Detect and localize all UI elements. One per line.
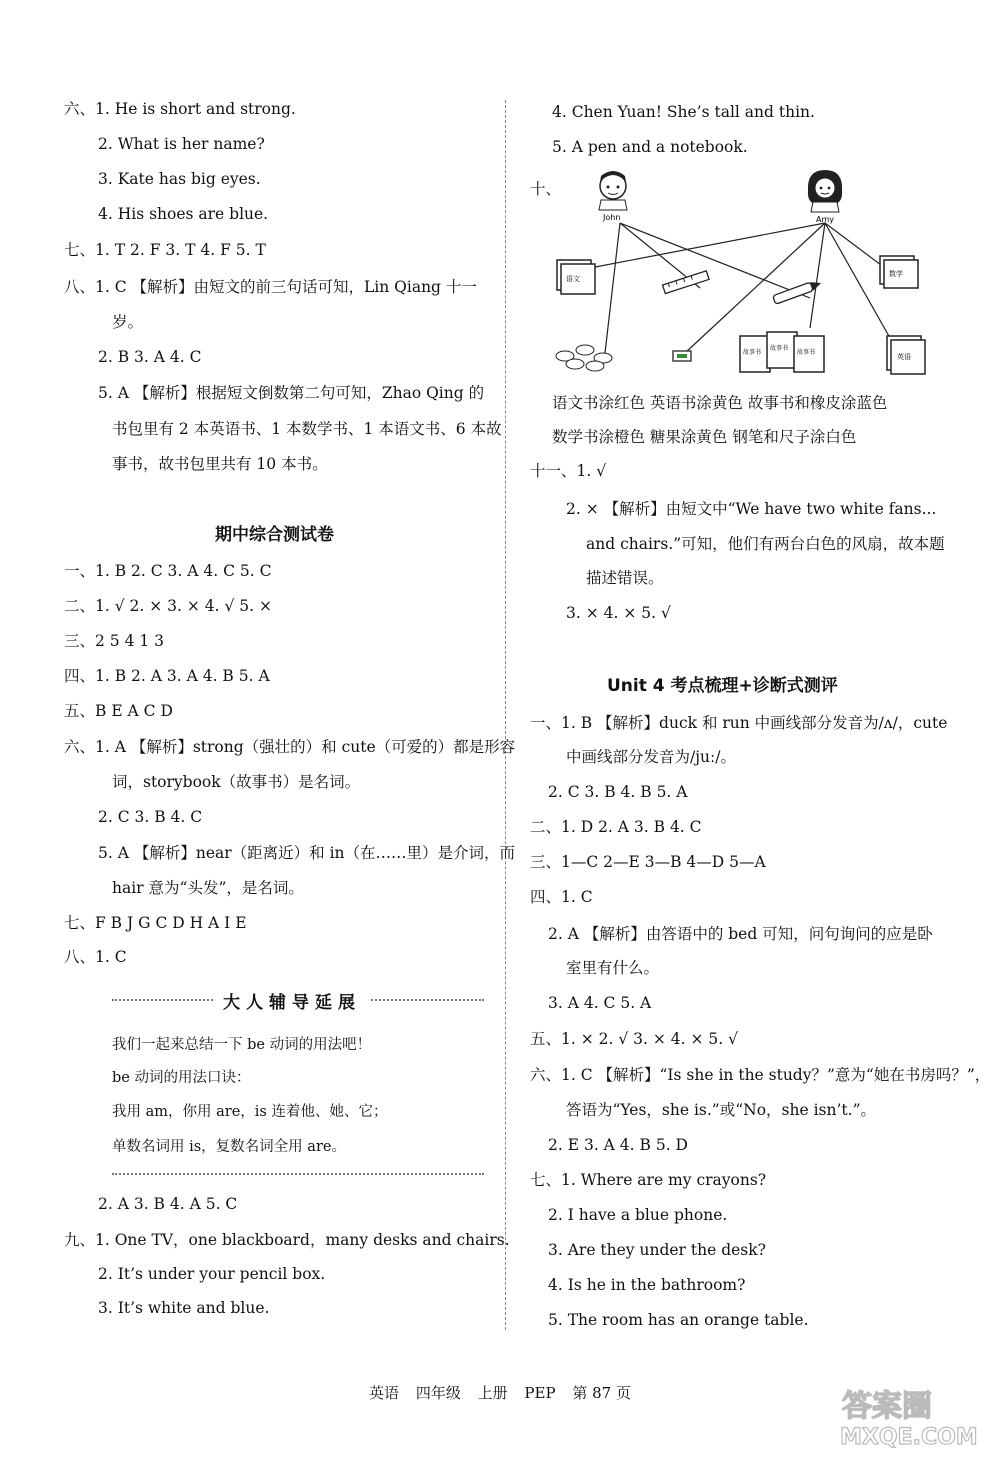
answer-line: 5. A 【解析】near（距离近）和 in（在……里）是介词，而 [98, 844, 516, 862]
answer-line: 2. B 3. A 4. C [98, 348, 202, 366]
matching-figure [545, 168, 945, 383]
footer-page-number: 第 87 页 [572, 1384, 631, 1402]
answer-line: 七、1. T 2. F 3. T 4. F 5. T [64, 241, 266, 259]
answer-line: 八、1. C [64, 948, 127, 966]
answer-line: hair 意为“头发”，是名词。 [112, 879, 304, 897]
color-instruction: 语文书涂红色 英语书涂黄色 故事书和橡皮涂蓝色 [552, 394, 888, 412]
john-label: John [603, 213, 621, 222]
answer-line: 3. Kate has big eyes. [98, 170, 261, 188]
answer-line: 二、1. √ 2. × 3. × 4. √ 5. × [64, 597, 273, 615]
box-title: 大人辅导延展 [215, 988, 369, 1013]
book-label: 英语 [897, 353, 911, 361]
answer-line: 3. × 4. × 5. √ [566, 604, 671, 622]
answer-line: 3. It’s white and blue. [98, 1299, 270, 1317]
answer-line: 六、1. C 【解析】“Is she in the study？”意为“她在书房吗？”， [530, 1066, 991, 1084]
answer-line: 四、1. B 2. A 3. A 4. B 5. A [64, 667, 270, 685]
answer-line: 中画线部分发音为/juː/。 [566, 748, 736, 766]
answer-line: 室里有什么。 [566, 959, 660, 977]
amy-label: Amy [816, 215, 834, 224]
tip-line: 我们一起来总结一下 be 动词的用法吧！ [112, 1037, 372, 1053]
answer-line: 三、1—C 2—E 3—B 4—D 5—A [530, 853, 766, 871]
candy-icon [556, 345, 612, 371]
answer-line: 5. The room has an orange table. [548, 1311, 809, 1329]
story-books-icon [740, 332, 824, 372]
ruler-icon [663, 271, 710, 294]
answer-line: 事书，故书包里共有 10 本书。 [112, 455, 328, 473]
box-bottom-rule [112, 1173, 484, 1175]
chinese-book-icon [557, 260, 595, 294]
book-label: 数学 [889, 270, 903, 278]
answer-line: 2. C 3. B 4. C [98, 808, 203, 826]
footer-grade: 四年级 [415, 1384, 461, 1402]
amy-avatar [808, 170, 842, 224]
answer-line: 3. Are they under the desk? [548, 1241, 766, 1259]
answer-line: 岁。 [112, 313, 144, 331]
answer-line: 二、1. D 2. A 3. B 4. C [530, 818, 702, 836]
column-divider [505, 100, 506, 1330]
answer-line: 一、1. B 【解析】duck 和 run 中画线部分发音为/ʌ/，cute [530, 714, 948, 732]
answer-line: 4. Chen Yuan! She’s tall and thin. [552, 103, 815, 121]
book-label: 语文 [566, 275, 580, 283]
answer-line: 2. I have a blue phone. [548, 1206, 728, 1224]
tip-line: be 动词的用法口诀： [112, 1070, 251, 1086]
answer-line: 八、1. C 【解析】由短文的前三句话可知，Lin Qiang 十一 [64, 278, 477, 296]
eraser-icon [673, 351, 691, 361]
answer-line: 5. A 【解析】根据短文倒数第二句可知，Zhao Qing 的 [98, 384, 485, 402]
answer-line: 2. A 【解析】由答语中的 bed 可知，问句询问的应是卧 [548, 925, 933, 943]
watermark-bottom: MXQE.COM [840, 1425, 978, 1450]
answer-line: 九、1. One TV，one blackboard，many desks and chairs. [64, 1231, 510, 1249]
answer-line: 2. What is her name? [98, 135, 265, 153]
answer-line: 答语为“Yes，she is.”或“No，she isn’t.”。 [566, 1101, 876, 1119]
answer-line: 六、1. He is short and strong. [64, 100, 296, 118]
answer-line: 2. C 3. B 4. B 5. A [548, 783, 688, 801]
answer-line: 4. His shoes are blue. [98, 205, 269, 223]
footer-edition: PEP [524, 1384, 556, 1402]
svg-text:故事书: 故事书 [770, 345, 789, 352]
john-avatar [599, 171, 627, 222]
watermark-logo [832, 1380, 982, 1450]
section-title: 期中综合测试卷 [215, 525, 334, 545]
section-title: Unit 4 考点梳理+诊断式测评 [607, 676, 838, 696]
tip-line: 我用 am，你用 are，is 连着他、她、它； [112, 1104, 388, 1120]
answer-line: 3. A 4. C 5. A [548, 994, 652, 1012]
answer-line: 2. E 3. A 4. B 5. D [548, 1136, 688, 1154]
answer-line: 七、1. Where are my crayons? [530, 1171, 767, 1189]
answer-line: 书包里有 2 本英语书、1 本数学书、1 本语文书、6 本故 [112, 420, 502, 438]
answer-line: 2. A 3. B 4. A 5. C [98, 1195, 238, 1213]
answer-line: 十一、1. √ [530, 462, 607, 480]
answer-line: 七、F B J G C D H A I E [64, 914, 247, 932]
answer-line: 五、B E A C D [64, 702, 173, 720]
match-lines [590, 223, 890, 353]
answer-line: 描述错误。 [586, 569, 664, 587]
answer-line: 四、1. C [530, 888, 593, 906]
answer-line: 一、1. B 2. C 3. A 4. C 5. C [64, 562, 272, 580]
watermark-top: 答案圈 [842, 1389, 932, 1424]
footer-volume: 上册 [477, 1384, 508, 1402]
svg-text:故事书: 故事书 [743, 349, 762, 356]
english-book-icon [887, 336, 925, 374]
answer-line: 十、 [530, 180, 562, 198]
answer-line: 词，storybook（故事书）是名词。 [112, 773, 361, 791]
footer-subject: 英语 [369, 1384, 400, 1402]
answer-line: 五、1. × 2. √ 3. × 4. × 5. √ [530, 1030, 739, 1048]
answer-line: 4. Is he in the bathroom? [548, 1276, 746, 1294]
answer-line: 三、2 5 4 1 3 [64, 632, 165, 650]
answer-line: 六、1. A 【解析】strong（强壮的）和 cute（可爱的）都是形容 [64, 738, 516, 756]
svg-text:故事书: 故事书 [797, 349, 816, 356]
color-instruction: 数学书涂橙色 糖果涂黄色 钢笔和尺子涂白色 [552, 428, 857, 446]
answer-line: 5. A pen and a notebook. [552, 138, 748, 156]
tip-line: 单数名词用 is，复数名词全用 are。 [112, 1139, 346, 1155]
answer-line: 2. It’s under your pencil box. [98, 1265, 326, 1283]
answer-line: and chairs.”可知，他们有两台白色的风扇，故本题 [586, 535, 945, 553]
math-book-icon [880, 256, 918, 288]
answer-line: 2. × 【解析】由短文中“We have two white fans... [566, 500, 937, 518]
